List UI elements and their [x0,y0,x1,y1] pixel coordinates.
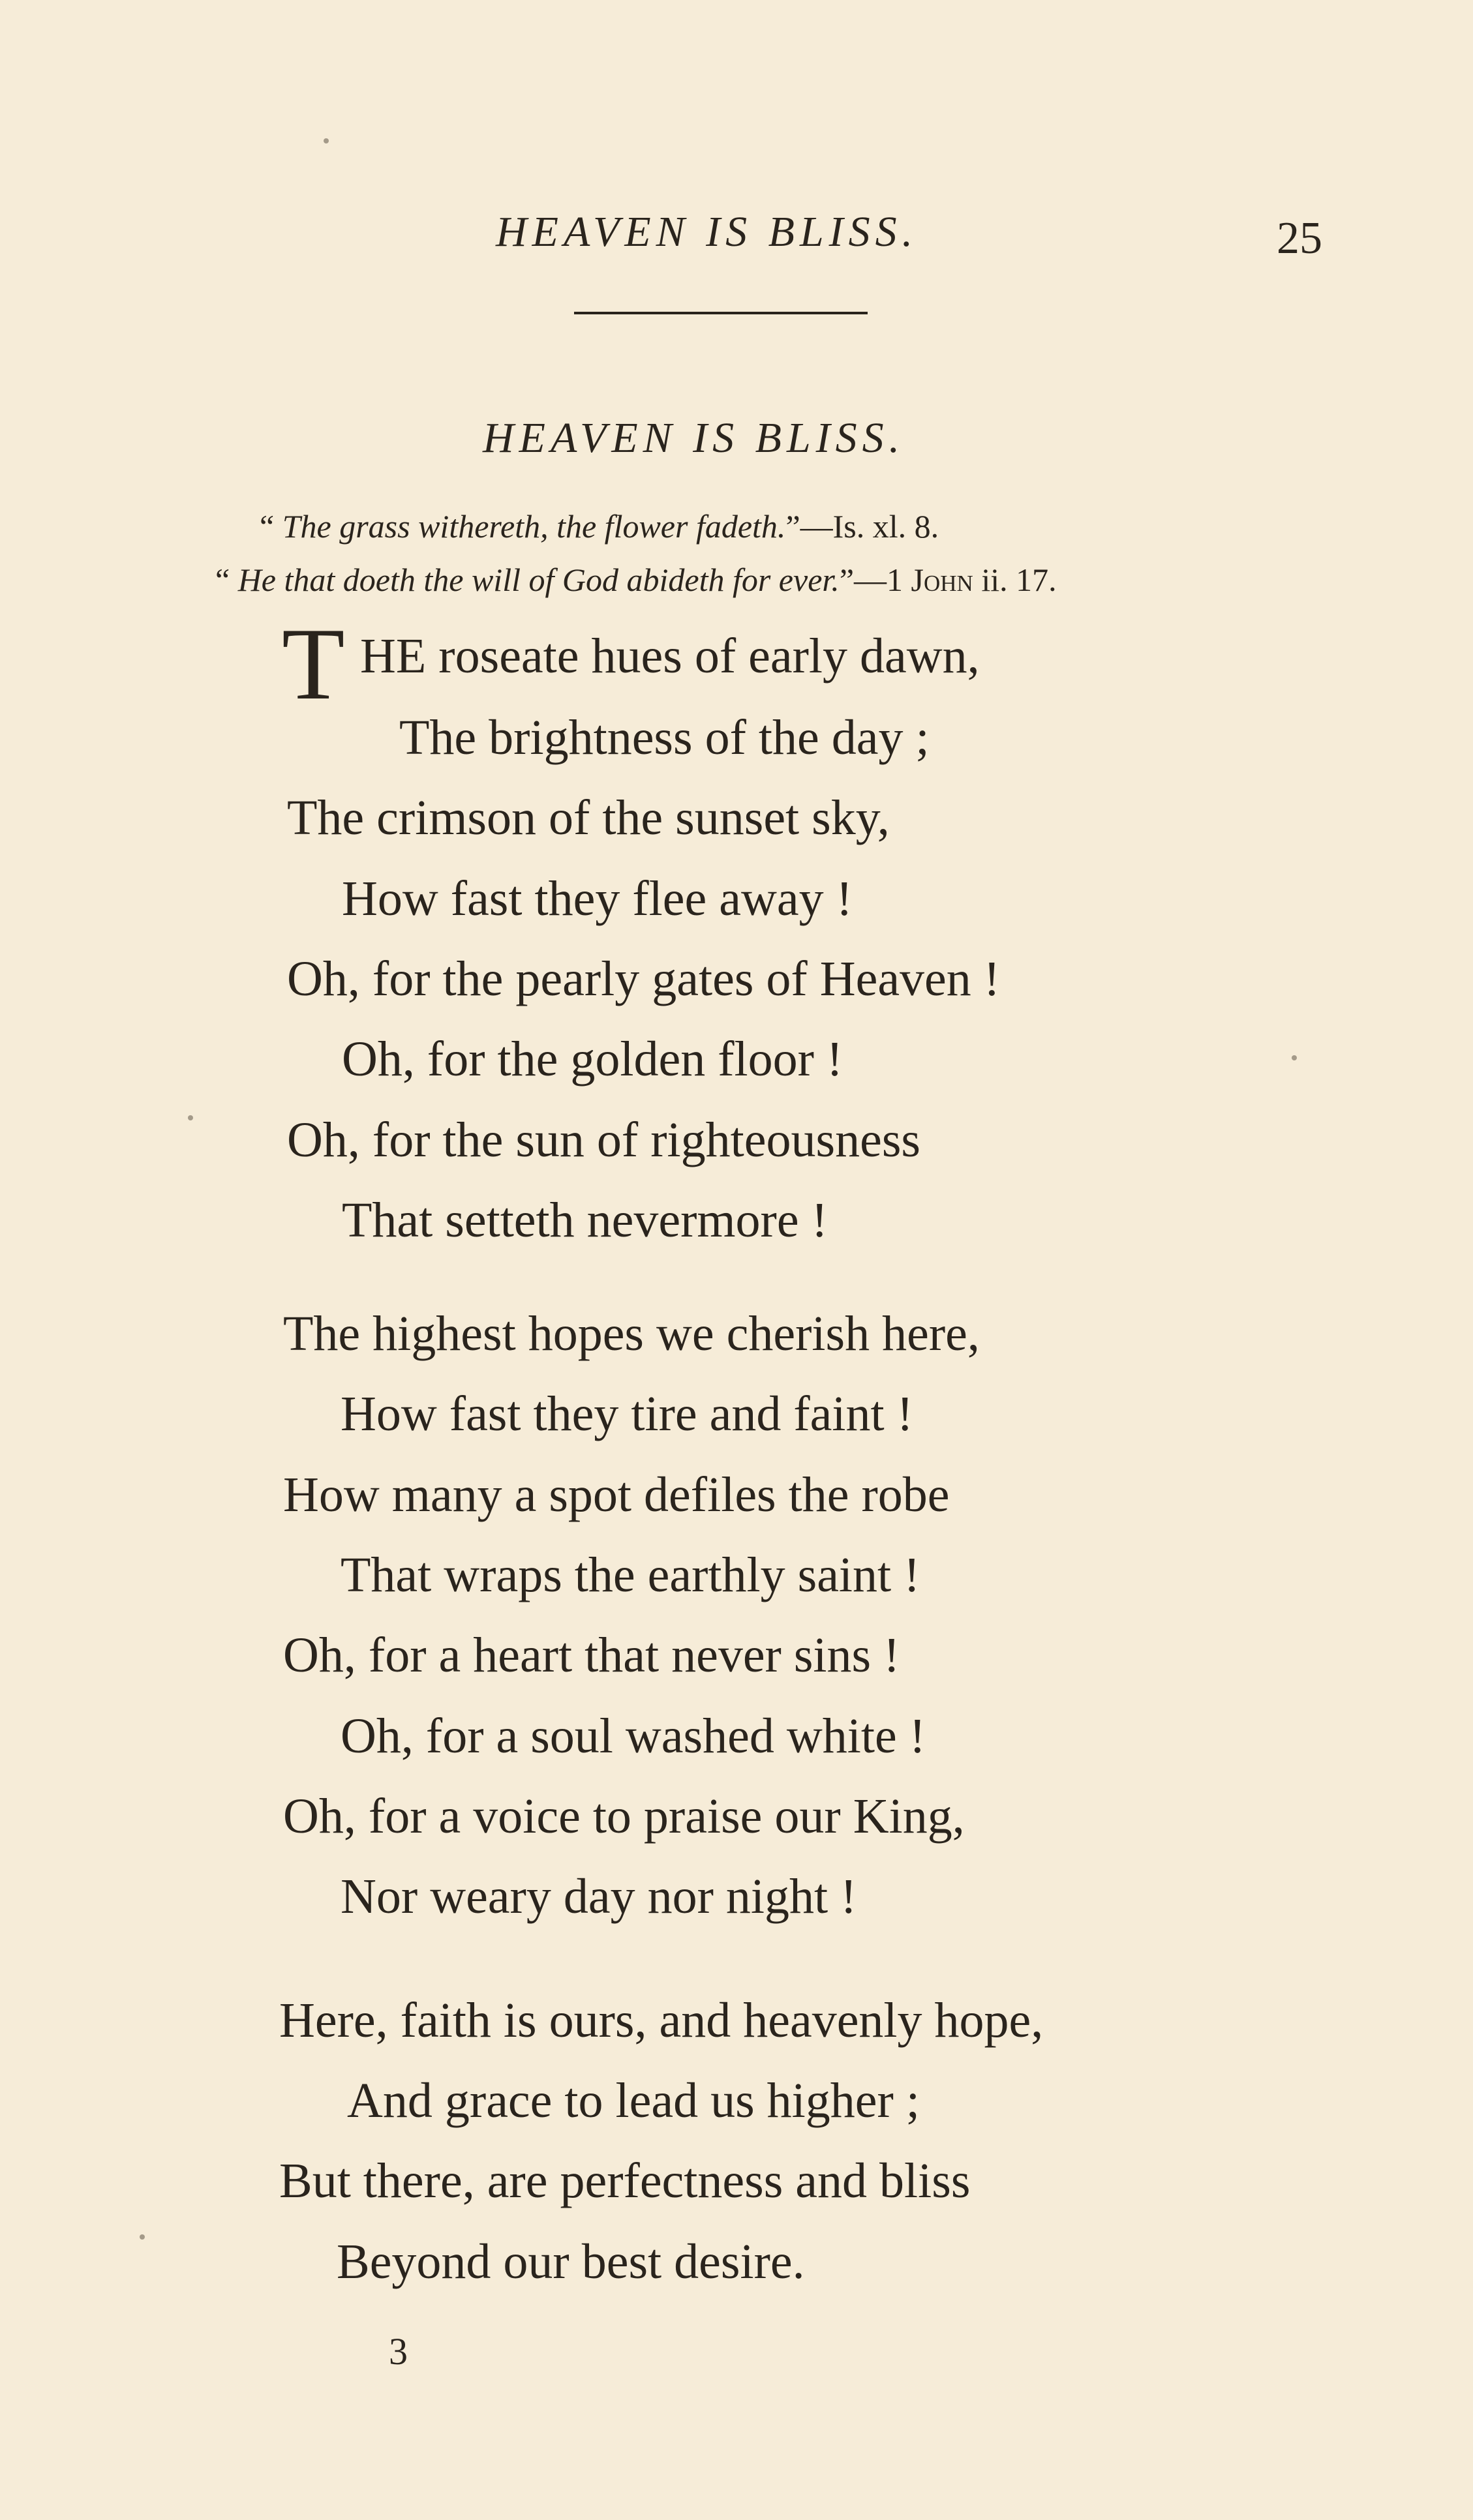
poem-title: HEAVEN IS BLISS. [483,414,905,462]
epigraph-quote: He that doeth the will of God abideth for ever. [237,562,840,598]
drop-cap: T [282,607,345,721]
poem-line: But there, are perfectness and bliss [279,2153,971,2208]
paper-speck [1292,1055,1297,1060]
epigraph-quote: The grass withereth, the flower fadeth. [282,508,786,545]
paper-speck [188,1115,193,1120]
poem-line: The highest hopes we cherish here, [283,1306,980,1361]
poem-line: Oh, for the sun of righteousness [287,1113,920,1167]
poem-line: Here, faith is ours, and heavenly hope, [279,1993,1044,2048]
paper-speck [140,2234,145,2240]
head-rule [574,312,868,314]
poem-line: And grace to lead us higher ; [347,2073,920,2128]
poem-line: How fast they tire and faint ! [341,1387,913,1441]
epigraph-close-quote: ”— [785,508,833,545]
poem-line: Oh, for a voice to praise our King, [283,1789,965,1844]
poem-line: Oh, for the golden floor ! [342,1032,843,1087]
poem-line: How fast they flee away ! [342,871,853,926]
poem-line: That wraps the earthly saint ! [341,1548,920,1602]
epigraph-reference-book: John [911,562,973,598]
running-head: HEAVEN IS BLISS. [496,208,919,256]
epigraph-close-quote: ”— [839,562,887,598]
epigraph-reference-number: 1 [887,562,911,598]
epigraph-reference: Is. xl. 8. [832,508,939,545]
epigraph-2 [215,561,1057,599]
epigraph-open-quote: “ [215,562,238,598]
poem-line: How many a spot defiles the robe [283,1467,950,1522]
epigraph-open-quote: “ [260,508,282,545]
paper-speck [324,138,329,143]
poem-line: Nor weary day nor night ! [341,1869,857,1924]
poem-line: The crimson of the sunset sky, [287,790,890,845]
poem-line: The brightness of the day ; [399,710,930,765]
page-number: 25 [1277,213,1322,263]
signature-mark: 3 [389,2330,408,2373]
poem-line: Beyond our best desire. [337,2234,805,2289]
poem-line: That setteth nevermore ! [342,1193,828,1248]
poem-line: Oh, for a soul washed white ! [341,1709,926,1763]
poem-line: HE roseate hues of early dawn, [360,629,980,683]
epigraph-1 [260,507,939,545]
poem-line: Oh, for the pearly gates of Heaven ! [287,952,1001,1006]
poem-line: Oh, for a heart that never sins ! [283,1628,900,1683]
epigraph-reference-verse: ii. 17. [973,562,1057,598]
